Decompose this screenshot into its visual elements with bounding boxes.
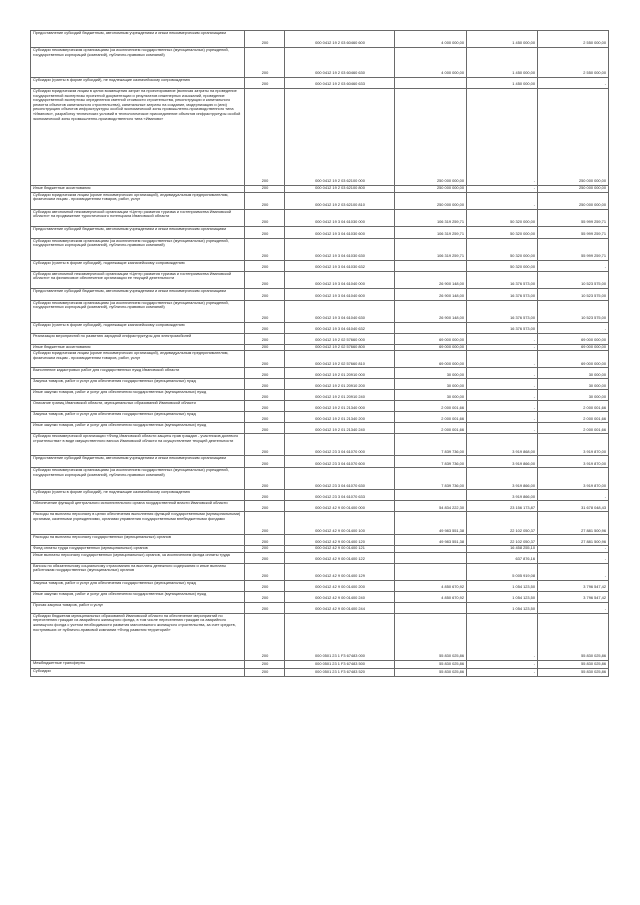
row-code-cell: 200 bbox=[245, 271, 285, 288]
row-classification-code-cell: 000 0412 19 2 01 21340 200 bbox=[285, 412, 395, 423]
row-name-cell: Субсидия некоммерческой организации «Фонд Ивановской области защиты прав граждан - участников долевого строительства» в виде имущественного взноса Ивановской области на осуществление текущей деятельности bbox=[31, 434, 245, 456]
row-name-cell: Реализация мероприятий по развитию зарядной инфраструктуры для электромобилей bbox=[31, 333, 245, 344]
table-row bbox=[31, 271, 609, 288]
row-name-cell: Субсидии (гранты в форме субсидий), не подлежащие казначейскому сопровождению bbox=[31, 490, 245, 501]
row-unexecuted-cell: 3 796 547,42 bbox=[538, 591, 609, 602]
row-classification-code-cell: 000 0412 19 2 03 60460 600 bbox=[285, 31, 395, 48]
row-code-cell: 200 bbox=[245, 468, 285, 490]
row-unexecuted-cell: 250 000 000,00 bbox=[538, 89, 609, 186]
row-classification-code-cell: 000 0412 23 3 04 61070 630 bbox=[285, 468, 395, 490]
table-row bbox=[31, 490, 609, 501]
row-approved-cell: 55 830 025,86 bbox=[395, 613, 467, 660]
row-classification-code-cell: 000 0412 19 3 04 61040 600 bbox=[285, 288, 395, 300]
row-approved-cell: 4 000 000,00 bbox=[395, 48, 467, 78]
row-code-cell: 200 bbox=[245, 602, 285, 613]
row-classification-code-cell: 000 0412 19 3 04 61030 000 bbox=[285, 209, 395, 226]
row-code-cell: 200 bbox=[245, 238, 285, 260]
row-classification-code-cell: 000 0412 19 2 01 20910 000 bbox=[285, 368, 395, 379]
table-row bbox=[31, 401, 609, 412]
row-name-cell: Иные бюджетные ассигнования bbox=[31, 344, 245, 351]
row-executed-cell: 1 054 123,50 bbox=[467, 602, 538, 613]
row-approved-cell: 106 319 259,71 bbox=[395, 209, 467, 226]
row-name-cell: Субсидия автономной некоммерческой организации «Центр развития туризма и гостеприимства Ивановской области» на финансовое обеспечение организации ее текущей деятельности bbox=[31, 271, 245, 288]
row-unexecuted-cell: 69 000 000,00 bbox=[538, 351, 609, 368]
table-row bbox=[31, 552, 609, 563]
row-name-cell: Предоставление субсидий бюджетным, автономным учреждениям и иным некоммерческим организациям bbox=[31, 456, 245, 468]
row-classification-code-cell: 000 0412 19 2 01 21340 000 bbox=[285, 401, 395, 412]
row-approved-cell: 55 830 025,86 bbox=[395, 660, 467, 668]
row-code-cell: 200 bbox=[245, 368, 285, 379]
row-name-cell: Фонд оплаты труда государственных (муниципальных) органов bbox=[31, 546, 245, 553]
row-code-cell: 200 bbox=[245, 351, 285, 368]
row-executed-cell: - bbox=[467, 423, 538, 434]
row-unexecuted-cell: - bbox=[538, 546, 609, 553]
row-name-cell: Закупка товаров, работ и услуг для обеспечения государственных (муниципальных) нужд bbox=[31, 379, 245, 390]
row-approved-cell: 250 000 000,00 bbox=[395, 89, 467, 186]
row-name-cell: Описание границ Ивановской области, муниципальных образований Ивановской области bbox=[31, 401, 245, 412]
row-code-cell: 200 bbox=[245, 31, 285, 48]
row-executed-cell: 50 320 000,00 bbox=[467, 238, 538, 260]
row-classification-code-cell: 000 0412 19 2 03 62100 800 bbox=[285, 186, 395, 193]
row-code-cell: 200 bbox=[245, 401, 285, 412]
row-executed-cell: 1 450 000,00 bbox=[467, 31, 538, 48]
row-approved-cell: 49 983 551,38 bbox=[395, 512, 467, 535]
row-unexecuted-cell: 3 919 870,00 bbox=[538, 434, 609, 456]
row-executed-cell: - bbox=[467, 192, 538, 209]
row-approved-cell: 69 000 000,00 bbox=[395, 351, 467, 368]
row-code-cell: 200 bbox=[245, 226, 285, 238]
row-code-cell: 200 bbox=[245, 501, 285, 512]
table-row bbox=[31, 501, 609, 512]
row-unexecuted-cell: - bbox=[538, 322, 609, 333]
row-unexecuted-cell: 69 000 000,00 bbox=[538, 344, 609, 351]
row-executed-cell: - bbox=[467, 351, 538, 368]
row-approved-cell bbox=[395, 490, 467, 501]
table-row bbox=[31, 456, 609, 468]
row-executed-cell: - bbox=[467, 333, 538, 344]
table-row bbox=[31, 351, 609, 368]
row-approved-cell: 106 319 259,71 bbox=[395, 226, 467, 238]
row-unexecuted-cell: 250 000 000,00 bbox=[538, 192, 609, 209]
row-executed-cell: - bbox=[467, 660, 538, 668]
row-unexecuted-cell: 55 830 025,86 bbox=[538, 668, 609, 676]
row-executed-cell: 5 005 919,08 bbox=[467, 563, 538, 580]
row-executed-cell: 50 320 000,00 bbox=[467, 209, 538, 226]
row-name-cell: Иные бюджетные ассигнования bbox=[31, 186, 245, 193]
row-unexecuted-cell: - bbox=[538, 260, 609, 271]
table-row bbox=[31, 468, 609, 490]
table-row bbox=[31, 390, 609, 401]
table-row bbox=[31, 238, 609, 260]
row-approved-cell bbox=[395, 552, 467, 563]
row-approved-cell: 4 850 670,92 bbox=[395, 591, 467, 602]
table-row bbox=[31, 602, 609, 613]
table-row bbox=[31, 434, 609, 456]
row-executed-cell: 22 102 050,37 bbox=[467, 512, 538, 535]
row-approved-cell: 26 900 148,00 bbox=[395, 300, 467, 322]
row-executed-cell: - bbox=[467, 379, 538, 390]
row-unexecuted-cell: 10 523 575,00 bbox=[538, 271, 609, 288]
row-executed-cell: 50 320 000,00 bbox=[467, 226, 538, 238]
table-row bbox=[31, 580, 609, 591]
row-approved-cell: 69 000 000,00 bbox=[395, 344, 467, 351]
row-classification-code-cell: 000 0501 23 1 F3 67483 520 bbox=[285, 668, 395, 676]
row-approved-cell: 7 839 736,00 bbox=[395, 468, 467, 490]
row-executed-cell: 16 376 573,00 bbox=[467, 322, 538, 333]
row-name-cell: Расходы на выплаты персоналу государственных (муниципальных) органов bbox=[31, 535, 245, 546]
row-name-cell: Выполнение кадастровых работ для государственных нужд Ивановской области bbox=[31, 368, 245, 379]
table-row bbox=[31, 192, 609, 209]
row-executed-cell: 1 054 123,50 bbox=[467, 580, 538, 591]
row-unexecuted-cell: 27 881 500,96 bbox=[538, 512, 609, 535]
row-executed-cell: 1 450 000,00 bbox=[467, 48, 538, 78]
row-executed-cell: 3 919 866,00 bbox=[467, 468, 538, 490]
row-approved-cell: 2 000 001,66 bbox=[395, 423, 467, 434]
table-row bbox=[31, 226, 609, 238]
row-approved-cell: 30 000,00 bbox=[395, 390, 467, 401]
row-name-cell: Иные выплаты персоналу государственных (муниципальных) органов, за исключением фонда оплаты труда bbox=[31, 552, 245, 563]
row-unexecuted-cell: 55 999 259,71 bbox=[538, 226, 609, 238]
row-executed-cell: - bbox=[467, 186, 538, 193]
row-classification-code-cell: 000 0412 19 2 02 57660 800 bbox=[285, 344, 395, 351]
table-row bbox=[31, 186, 609, 193]
row-classification-code-cell: 000 0412 23 3 04 61070 633 bbox=[285, 490, 395, 501]
row-executed-cell: 50 320 000,00 bbox=[467, 260, 538, 271]
row-code-cell: 200 bbox=[245, 423, 285, 434]
row-approved-cell: 7 839 736,00 bbox=[395, 434, 467, 456]
row-code-cell: 200 bbox=[245, 591, 285, 602]
row-executed-cell: 23 156 173,87 bbox=[467, 501, 538, 512]
row-classification-code-cell: 000 0412 42 9 00 01400 240 bbox=[285, 591, 395, 602]
table-row bbox=[31, 368, 609, 379]
row-code-cell: 200 bbox=[245, 192, 285, 209]
table-row bbox=[31, 668, 609, 676]
row-name-cell: Закупка товаров, работ и услуг для обеспечения государственных (муниципальных) нужд bbox=[31, 580, 245, 591]
row-approved-cell bbox=[395, 322, 467, 333]
row-name-cell: Межбюджетные трансферты bbox=[31, 660, 245, 668]
row-classification-code-cell: 000 0412 42 9 00 01400 120 bbox=[285, 535, 395, 546]
row-code-cell: 200 bbox=[245, 512, 285, 535]
row-approved-cell: 30 000,00 bbox=[395, 368, 467, 379]
row-approved-cell: 55 830 025,86 bbox=[395, 668, 467, 676]
table-row bbox=[31, 613, 609, 660]
row-approved-cell: 26 900 148,00 bbox=[395, 288, 467, 300]
row-unexecuted-cell: 30 000,00 bbox=[538, 390, 609, 401]
row-code-cell: 200 bbox=[245, 288, 285, 300]
row-unexecuted-cell: 2 000 001,66 bbox=[538, 401, 609, 412]
row-code-cell: 200 bbox=[245, 333, 285, 344]
row-unexecuted-cell: 2 550 000,00 bbox=[538, 31, 609, 48]
row-code-cell: 200 bbox=[245, 434, 285, 456]
table-row bbox=[31, 591, 609, 602]
row-code-cell: 200 bbox=[245, 660, 285, 668]
budget-table-sheet bbox=[30, 30, 608, 677]
row-classification-code-cell: 000 0412 19 3 04 61030 630 bbox=[285, 238, 395, 260]
row-name-cell: Субсидии bbox=[31, 668, 245, 676]
row-approved-cell: 26 900 148,00 bbox=[395, 271, 467, 288]
row-unexecuted-cell: 10 523 575,00 bbox=[538, 300, 609, 322]
row-unexecuted-cell: - bbox=[538, 602, 609, 613]
table-row bbox=[31, 535, 609, 546]
row-unexecuted-cell: 55 830 025,86 bbox=[538, 660, 609, 668]
row-code-cell: 200 bbox=[245, 300, 285, 322]
row-approved-cell: 2 000 001,66 bbox=[395, 412, 467, 423]
row-unexecuted-cell: 55 830 025,86 bbox=[538, 613, 609, 660]
row-unexecuted-cell: - bbox=[538, 552, 609, 563]
row-classification-code-cell: 000 0412 42 9 00 01400 122 bbox=[285, 552, 395, 563]
row-classification-code-cell: 000 0412 19 3 04 61030 632 bbox=[285, 260, 395, 271]
row-executed-cell: 16 376 573,00 bbox=[467, 288, 538, 300]
row-executed-cell: - bbox=[467, 390, 538, 401]
row-classification-code-cell: 000 0412 42 9 00 01400 200 bbox=[285, 580, 395, 591]
row-name-cell: Субсидии (гранты в форме субсидий), не подлежащие казначейскому сопровождению bbox=[31, 78, 245, 89]
row-code-cell: 200 bbox=[245, 412, 285, 423]
row-unexecuted-cell: 3 796 547,42 bbox=[538, 580, 609, 591]
row-executed-cell: - bbox=[467, 401, 538, 412]
table-row bbox=[31, 379, 609, 390]
row-unexecuted-cell: 55 999 259,71 bbox=[538, 238, 609, 260]
row-unexecuted-cell: 2 000 001,66 bbox=[538, 423, 609, 434]
row-code-cell: 200 bbox=[245, 613, 285, 660]
table-row bbox=[31, 412, 609, 423]
row-approved-cell bbox=[395, 546, 467, 553]
row-name-cell: Обеспечение функций центрального исполнительного органа государственной власти Ивановской области bbox=[31, 501, 245, 512]
row-name-cell: Закупка товаров, работ и услуг для обеспечения государственных (муниципальных) нужд bbox=[31, 412, 245, 423]
row-executed-cell: - bbox=[467, 89, 538, 186]
table-row bbox=[31, 423, 609, 434]
row-unexecuted-cell: 3 919 870,00 bbox=[538, 456, 609, 468]
table-row bbox=[31, 322, 609, 333]
row-classification-code-cell: 000 0412 19 2 02 57660 810 bbox=[285, 351, 395, 368]
row-unexecuted-cell: - bbox=[538, 78, 609, 89]
row-executed-cell: - bbox=[467, 668, 538, 676]
row-unexecuted-cell: 3 919 870,00 bbox=[538, 468, 609, 490]
table-row bbox=[31, 660, 609, 668]
row-name-cell: Субсидии (гранты в форме субсидий), подлежащие казначейскому сопровождению bbox=[31, 260, 245, 271]
row-classification-code-cell: 000 0412 19 3 04 61040 000 bbox=[285, 271, 395, 288]
row-classification-code-cell: 000 0412 19 2 03 60460 630 bbox=[285, 48, 395, 78]
row-executed-cell: - bbox=[467, 412, 538, 423]
row-classification-code-cell: 000 0501 23 1 F3 67483 500 bbox=[285, 660, 395, 668]
row-classification-code-cell: 000 0412 42 9 00 01400 000 bbox=[285, 501, 395, 512]
row-name-cell: Иные закупки товаров, работ и услуг для обеспечения государственных (муниципальных) нужд bbox=[31, 591, 245, 602]
table-row bbox=[31, 48, 609, 78]
row-approved-cell: 49 983 551,38 bbox=[395, 535, 467, 546]
row-code-cell: 200 bbox=[245, 379, 285, 390]
row-code-cell: 200 bbox=[245, 209, 285, 226]
budget-table-body bbox=[31, 31, 609, 677]
row-name-cell: Расходы на выплаты персоналу в целях обеспечения выполнения функций государственными (муниципальными) органами, казенными учреждениями, органами управления государственными внебюджетными фондами bbox=[31, 512, 245, 535]
row-executed-cell: 1 054 123,50 bbox=[467, 591, 538, 602]
table-row bbox=[31, 260, 609, 271]
row-executed-cell: 1 450 000,00 bbox=[467, 78, 538, 89]
row-name-cell: Субсидия автономной некоммерческой организации «Центр развития туризма и гостеприимства Ивановской области» на продвижение туристического потенциала Ивановской области bbox=[31, 209, 245, 226]
row-code-cell: 200 bbox=[245, 186, 285, 193]
row-name-cell: Субсидии некоммерческим организациям (за исключением государственных (муниципальных) учреждений, государственных корпораций (компаний), публично-правовых компаний) bbox=[31, 468, 245, 490]
row-approved-cell bbox=[395, 78, 467, 89]
row-name-cell: Субсидии юридическим лицам (кроме некоммерческих организаций), индивидуальным предпринимателям, физическим лицам - производителям товаров, работ, услуг bbox=[31, 192, 245, 209]
row-code-cell: 200 bbox=[245, 535, 285, 546]
row-classification-code-cell: 000 0412 19 2 03 60460 633 bbox=[285, 78, 395, 89]
row-name-cell: Предоставление субсидий бюджетным, автономным учреждениям и иным некоммерческим организациям bbox=[31, 288, 245, 300]
row-approved-cell: 250 000 000,00 bbox=[395, 192, 467, 209]
row-code-cell: 200 bbox=[245, 344, 285, 351]
table-row bbox=[31, 563, 609, 580]
row-unexecuted-cell: 69 000 000,00 bbox=[538, 333, 609, 344]
row-classification-code-cell: 000 0412 23 3 04 61070 000 bbox=[285, 434, 395, 456]
row-name-cell: Субсидии бюджетам муниципальных образований Ивановской области на обеспечение мероприятий по переселению граждан из аварийного жилищного фонда, в том числе переселению граждан из аварийного жилищного фонда с учетом необходимости развития малоэтажного жилищного строительства, за счет средств, поступивших от публично-правовой компании «Фонд развития территорий» bbox=[31, 613, 245, 660]
table-row bbox=[31, 300, 609, 322]
row-classification-code-cell: 000 0412 42 9 00 01400 121 bbox=[285, 546, 395, 553]
row-executed-cell: - bbox=[467, 613, 538, 660]
row-classification-code-cell: 000 0412 19 2 01 20910 240 bbox=[285, 390, 395, 401]
row-unexecuted-cell: 30 000,00 bbox=[538, 379, 609, 390]
row-executed-cell: 22 102 050,37 bbox=[467, 535, 538, 546]
row-approved-cell bbox=[395, 260, 467, 271]
row-classification-code-cell: 000 0501 23 1 F3 67483 000 bbox=[285, 613, 395, 660]
table-row bbox=[31, 89, 609, 186]
row-code-cell: 200 bbox=[245, 260, 285, 271]
row-name-cell: Иные закупки товаров, работ и услуг для обеспечения государственных (муниципальных) нужд bbox=[31, 390, 245, 401]
row-classification-code-cell: 000 0412 42 9 00 01400 100 bbox=[285, 512, 395, 535]
row-name-cell: Иные закупки товаров, работ и услуг для обеспечения государственных (муниципальных) нужд bbox=[31, 423, 245, 434]
row-name-cell: Субсидии юридическим лицам (кроме некоммерческих организаций), индивидуальным предпринимателям, физическим лицам - производителям товаров, работ, услуг bbox=[31, 351, 245, 368]
row-name-cell: Субсидии некоммерческим организациям (за исключением государственных (муниципальных) учреждений, государственных корпораций (компаний), публично-правовых компаний) bbox=[31, 300, 245, 322]
row-unexecuted-cell: 250 000 000,00 bbox=[538, 186, 609, 193]
row-approved-cell: 2 000 001,66 bbox=[395, 401, 467, 412]
budget-table bbox=[30, 30, 609, 677]
row-executed-cell: 637 876,16 bbox=[467, 552, 538, 563]
row-code-cell: 200 bbox=[245, 78, 285, 89]
table-row bbox=[31, 31, 609, 48]
row-approved-cell bbox=[395, 602, 467, 613]
row-executed-cell: 16 458 255,10 bbox=[467, 546, 538, 553]
row-classification-code-cell: 000 0412 42 9 00 01400 129 bbox=[285, 563, 395, 580]
row-classification-code-cell: 000 0412 19 3 04 61040 632 bbox=[285, 322, 395, 333]
row-code-cell: 200 bbox=[245, 552, 285, 563]
row-name-cell: Взносы по обязательному социальному страхованию на выплаты денежного содержания и иные выплаты работникам государственных (муниципальных) органов bbox=[31, 563, 245, 580]
row-approved-cell: 4 850 670,92 bbox=[395, 580, 467, 591]
row-approved-cell: 250 000 000,00 bbox=[395, 186, 467, 193]
row-executed-cell: - bbox=[467, 344, 538, 351]
row-approved-cell: 54 834 222,30 bbox=[395, 501, 467, 512]
row-classification-code-cell: 000 0412 23 3 04 61070 600 bbox=[285, 456, 395, 468]
row-classification-code-cell: 000 0412 19 2 02 57660 000 bbox=[285, 333, 395, 344]
row-name-cell: Субсидии (гранты в форме субсидий), подлежащие казначейскому сопровождению bbox=[31, 322, 245, 333]
row-unexecuted-cell: - bbox=[538, 563, 609, 580]
row-approved-cell: 30 000,00 bbox=[395, 379, 467, 390]
row-code-cell: 200 bbox=[245, 580, 285, 591]
row-name-cell: Субсидии некоммерческим организациям (за исключением государственных (муниципальных) учреждений, государственных корпораций (компаний), публично-правовых компаний) bbox=[31, 238, 245, 260]
row-code-cell: 200 bbox=[245, 456, 285, 468]
row-unexecuted-cell: 10 523 575,00 bbox=[538, 288, 609, 300]
row-code-cell: 200 bbox=[245, 490, 285, 501]
row-executed-cell: - bbox=[467, 368, 538, 379]
row-unexecuted-cell: 27 881 500,96 bbox=[538, 535, 609, 546]
row-name-cell: Субсидии некоммерческим организациям (за исключением государственных (муниципальных) учреждений, государственных корпораций (компаний), публично-правовых компаний) bbox=[31, 48, 245, 78]
table-row bbox=[31, 344, 609, 351]
row-classification-code-cell: 000 0412 19 3 04 61030 600 bbox=[285, 226, 395, 238]
table-row bbox=[31, 78, 609, 89]
row-name-cell: Предоставление субсидий бюджетным, автономным учреждениям и иным некоммерческим организациям bbox=[31, 31, 245, 48]
row-approved-cell bbox=[395, 563, 467, 580]
row-unexecuted-cell: 2 000 001,66 bbox=[538, 412, 609, 423]
row-classification-code-cell: 000 0412 19 3 04 61040 630 bbox=[285, 300, 395, 322]
row-approved-cell: 4 000 000,00 bbox=[395, 31, 467, 48]
row-executed-cell: 16 376 573,00 bbox=[467, 271, 538, 288]
table-row bbox=[31, 546, 609, 553]
row-classification-code-cell: 000 0412 19 2 01 20910 200 bbox=[285, 379, 395, 390]
row-code-cell: 200 bbox=[245, 89, 285, 186]
row-executed-cell: 3 919 866,00 bbox=[467, 490, 538, 501]
row-executed-cell: 3 919 866,00 bbox=[467, 456, 538, 468]
row-unexecuted-cell: 30 000,00 bbox=[538, 368, 609, 379]
row-approved-cell: 7 839 736,00 bbox=[395, 456, 467, 468]
table-row bbox=[31, 333, 609, 344]
row-code-cell: 200 bbox=[245, 322, 285, 333]
row-classification-code-cell: 000 0412 19 2 03 62100 000 bbox=[285, 89, 395, 186]
row-classification-code-cell: 000 0412 19 2 01 21340 240 bbox=[285, 423, 395, 434]
row-classification-code-cell: 000 0412 42 9 00 01400 244 bbox=[285, 602, 395, 613]
row-executed-cell: 16 376 573,00 bbox=[467, 300, 538, 322]
row-unexecuted-cell: 31 678 048,43 bbox=[538, 501, 609, 512]
row-code-cell: 200 bbox=[245, 546, 285, 553]
row-code-cell: 200 bbox=[245, 668, 285, 676]
row-executed-cell: 3 919 868,00 bbox=[467, 434, 538, 456]
row-classification-code-cell: 000 0412 19 2 03 62100 810 bbox=[285, 192, 395, 209]
row-name-cell: Предоставление субсидий бюджетным, автономным учреждениям и иным некоммерческим организациям bbox=[31, 226, 245, 238]
row-approved-cell: 69 000 000,00 bbox=[395, 333, 467, 344]
row-approved-cell: 106 319 259,71 bbox=[395, 238, 467, 260]
row-unexecuted-cell: 55 999 259,71 bbox=[538, 209, 609, 226]
table-row bbox=[31, 288, 609, 300]
table-row bbox=[31, 209, 609, 226]
row-name-cell: Субсидии юридическим лицам в целях возмещения затрат на проектирование (включая затраты на проведение государственной экспертизы проектной документации и результатов инженерных изысканий, проведение государственной экспертизы определения сметной стоимости строительства, реконструкции и капитального ремонта объектов капитального строительства), капитальные затраты на создание, модернизацию и (или) реконструкцию объектов инфраструктуры особой экономической зоны промышленно-производственного типа «Иваново», разработку технических условий в технологическое присоединение объектов инфраструктуры особой экономической зоны промышленно-производственного типа «Иваново» bbox=[31, 89, 245, 186]
table-row bbox=[31, 512, 609, 535]
row-unexecuted-cell: - bbox=[538, 490, 609, 501]
row-unexecuted-cell: 2 550 000,00 bbox=[538, 48, 609, 78]
row-name-cell: Прочая закупка товаров, работ и услуг bbox=[31, 602, 245, 613]
row-code-cell: 200 bbox=[245, 48, 285, 78]
row-code-cell: 200 bbox=[245, 563, 285, 580]
row-code-cell: 200 bbox=[245, 390, 285, 401]
